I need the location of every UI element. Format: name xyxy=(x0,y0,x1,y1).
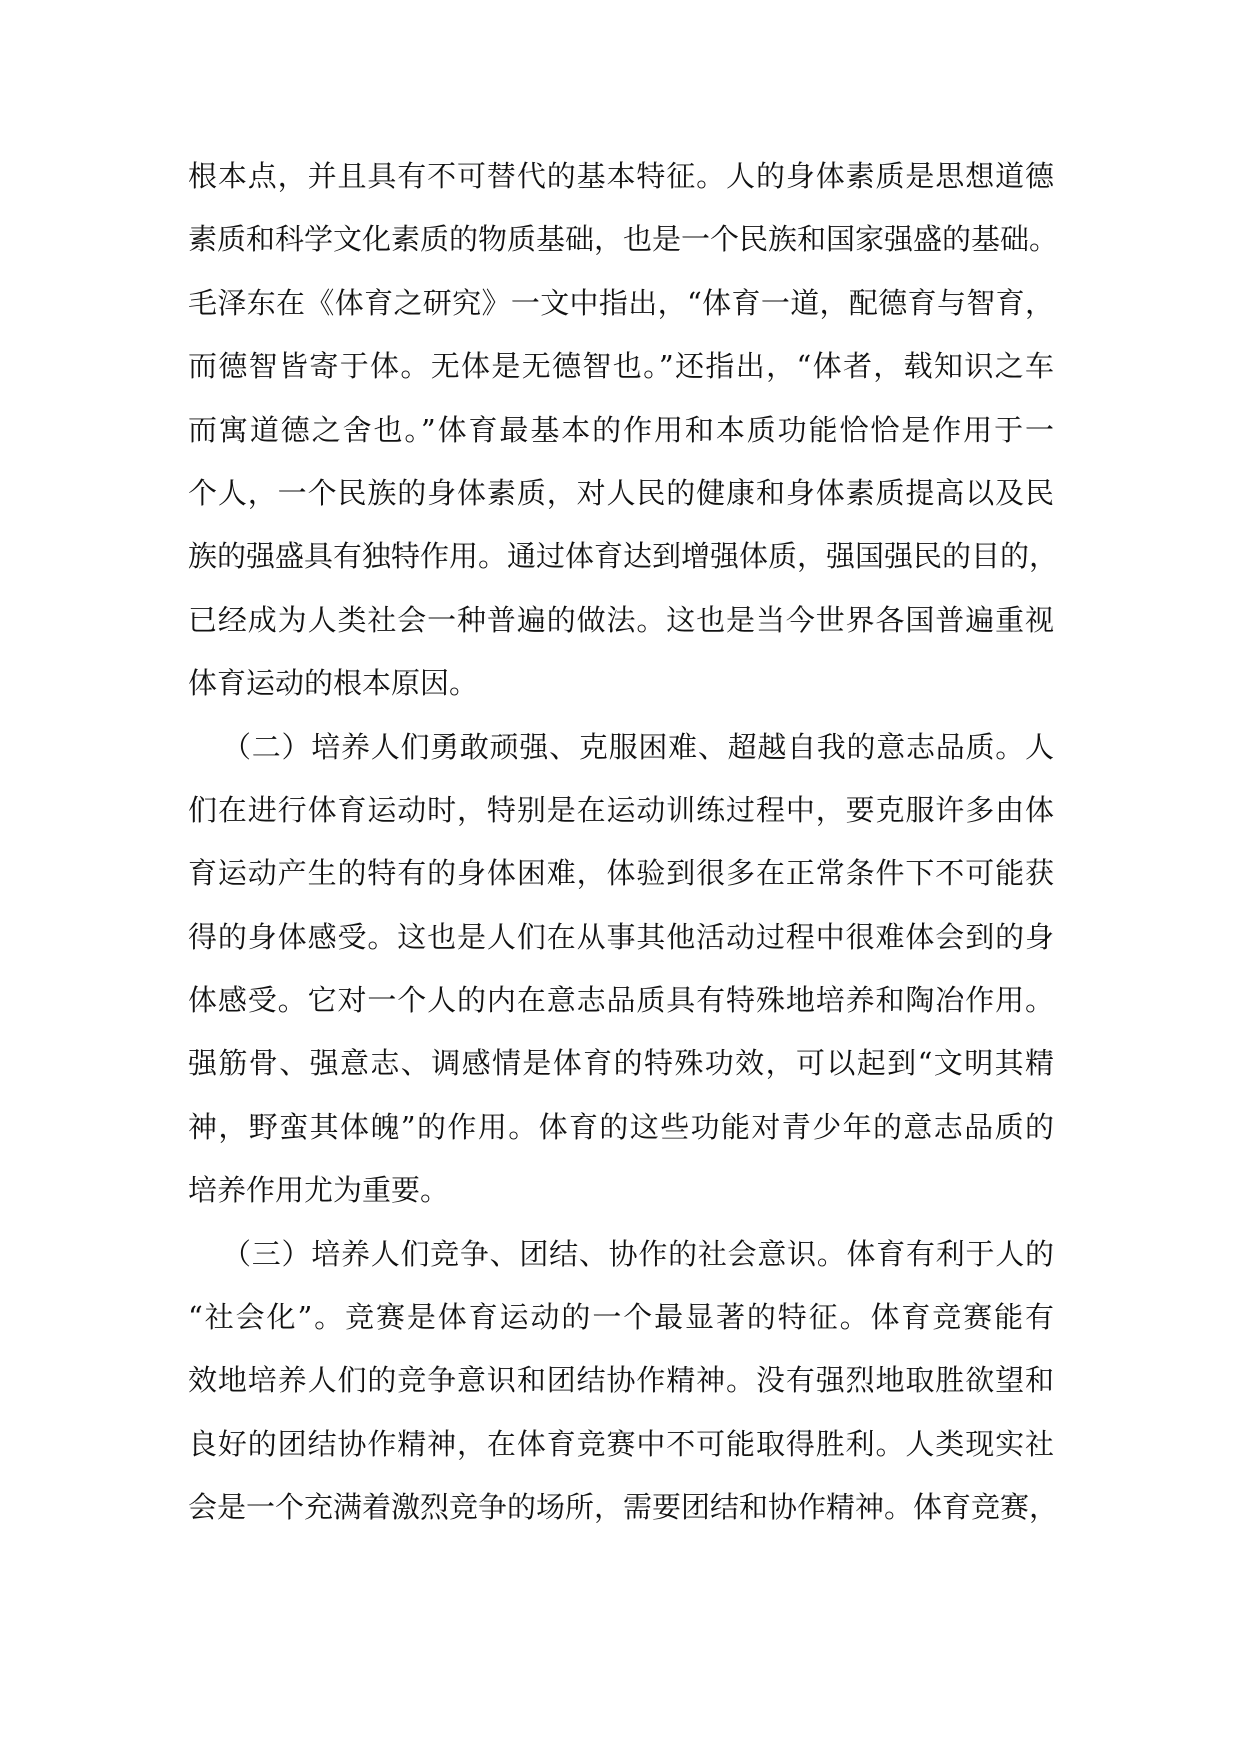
text-line: 族的强盛具有独特作用。通过体育达到增强体质，强国强民的目的， xyxy=(188,539,1059,574)
text-line: 毛泽东在《体育之研究》一文中指出，“体育一道，配德育与智育， xyxy=(188,285,1054,320)
text-line: （二）培养人们勇敢顽强、克服困难、超越自我的意志品质。人 xyxy=(222,729,1054,764)
text-line: 体育运动的根本原因。 xyxy=(188,666,479,701)
text-line: 育运动产生的特有的身体困难，体验到很多在正常条件下不可能获 xyxy=(188,856,1054,891)
text-line: 会是一个充满着激烈竞争的场所，需要团结和协作精神。体育竞赛， xyxy=(188,1490,1059,1525)
text-line: 良好的团结协作精神，在体育竞赛中不可能取得胜利。人类现实社 xyxy=(188,1426,1054,1461)
text-line: “社会化”。竞赛是体育运动的一个最显著的特征。体育竞赛能有 xyxy=(188,1300,1054,1335)
paragraph-3 xyxy=(188,1234,1059,1551)
text-line: 们在进行体育运动时，特别是在运动训练过程中，要克服许多由体 xyxy=(188,792,1054,827)
text-line: 而寓道德之舍也。”体育最基本的作用和本质功能恰恰是作用于一 xyxy=(188,412,1054,447)
text-line: 素质和科学文化素质的物质基础，也是一个民族和国家强盛的基础。 xyxy=(188,222,1059,257)
document-body xyxy=(188,156,1059,1551)
text-line: （三）培养人们竞争、团结、协作的社会意识。体育有利于人的 xyxy=(222,1236,1054,1271)
paragraph-2 xyxy=(188,727,1054,1234)
text-line: 培养作用尤为重要。 xyxy=(188,1173,450,1208)
paragraph-1 xyxy=(188,156,1059,727)
text-line: 神，野蛮其体魄”的作用。体育的这些功能对青少年的意志品质的 xyxy=(188,1109,1054,1144)
text-line: 体感受。它对一个人的内在意志品质具有特殊地培养和陶冶作用。 xyxy=(188,983,1054,1018)
text-line: 根本点，并且具有不可替代的基本特征。人的身体素质是思想道德 xyxy=(188,159,1054,193)
text-line: 个人，一个民族的身体素质，对人民的健康和身体素质提高以及民 xyxy=(188,475,1054,510)
text-line: 已经成为人类社会一种普遍的做法。这也是当今世界各国普遍重视 xyxy=(188,602,1054,637)
text-line: 得的身体感受。这也是人们在从事其他活动过程中很难体会到的身 xyxy=(188,919,1054,954)
text-line: 效地培养人们的竞争意识和团结协作精神。没有强烈地取胜欲望和 xyxy=(188,1363,1054,1398)
text-line: 强筋骨、强意志、调感情是体育的特殊功效，可以起到“文明其精 xyxy=(188,1046,1054,1081)
text-line: 而德智皆寄于体。无体是无德智也。”还指出，“体者，载知识之车 xyxy=(188,349,1054,384)
